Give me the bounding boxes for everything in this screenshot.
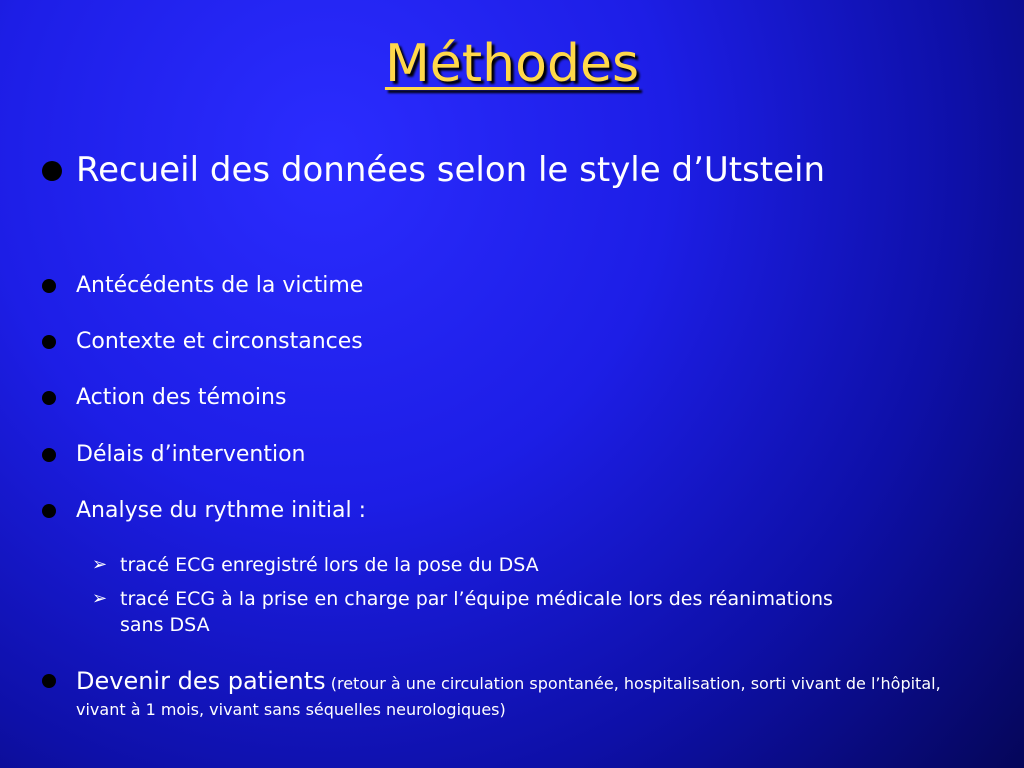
bullet-item-devenir: [76, 666, 986, 723]
slide-title: Méthodes: [384, 34, 640, 94]
lead-bullet-text: Recueil des données selon le style d’Utstein: [76, 150, 826, 190]
arrowhead-icon: ➢: [92, 554, 108, 575]
devenir-main-text: Devenir des patients: [76, 667, 326, 695]
bullet-icon: [42, 674, 56, 688]
bullet-icon: [42, 504, 56, 518]
bullet-icon: [42, 161, 62, 181]
bullet-item-contexte: Contexte et circonstances: [76, 329, 363, 354]
bullet-icon: [42, 448, 56, 462]
bullet-item-action-temoins: Action des témoins: [76, 385, 287, 410]
bullet-item-analyse-rythme: Analyse du rythme initial :: [76, 498, 366, 523]
bullet-icon: [42, 279, 56, 293]
bullet-item-antecedents: Antécédents de la victime: [76, 273, 364, 298]
sub-item-trace-dsa: tracé ECG enregistré lors de la pose du DSA: [120, 554, 539, 576]
devenir-detail-text: (retour à une circulation spontanée, hospitalisation, sorti vivant de l’hôpital, vivant à 1 mois, vivant sans séquelles neurologiques): [76, 674, 941, 719]
arrowhead-icon: ➢: [92, 588, 108, 609]
bullet-item-delais: Délais d’intervention: [76, 442, 306, 467]
bullet-icon: [42, 335, 56, 349]
bullet-icon: [42, 391, 56, 405]
sub-item-trace-equipe: tracé ECG à la prise en charge par l’équipe médicale lors des réanimations sans DSA: [120, 588, 833, 636]
